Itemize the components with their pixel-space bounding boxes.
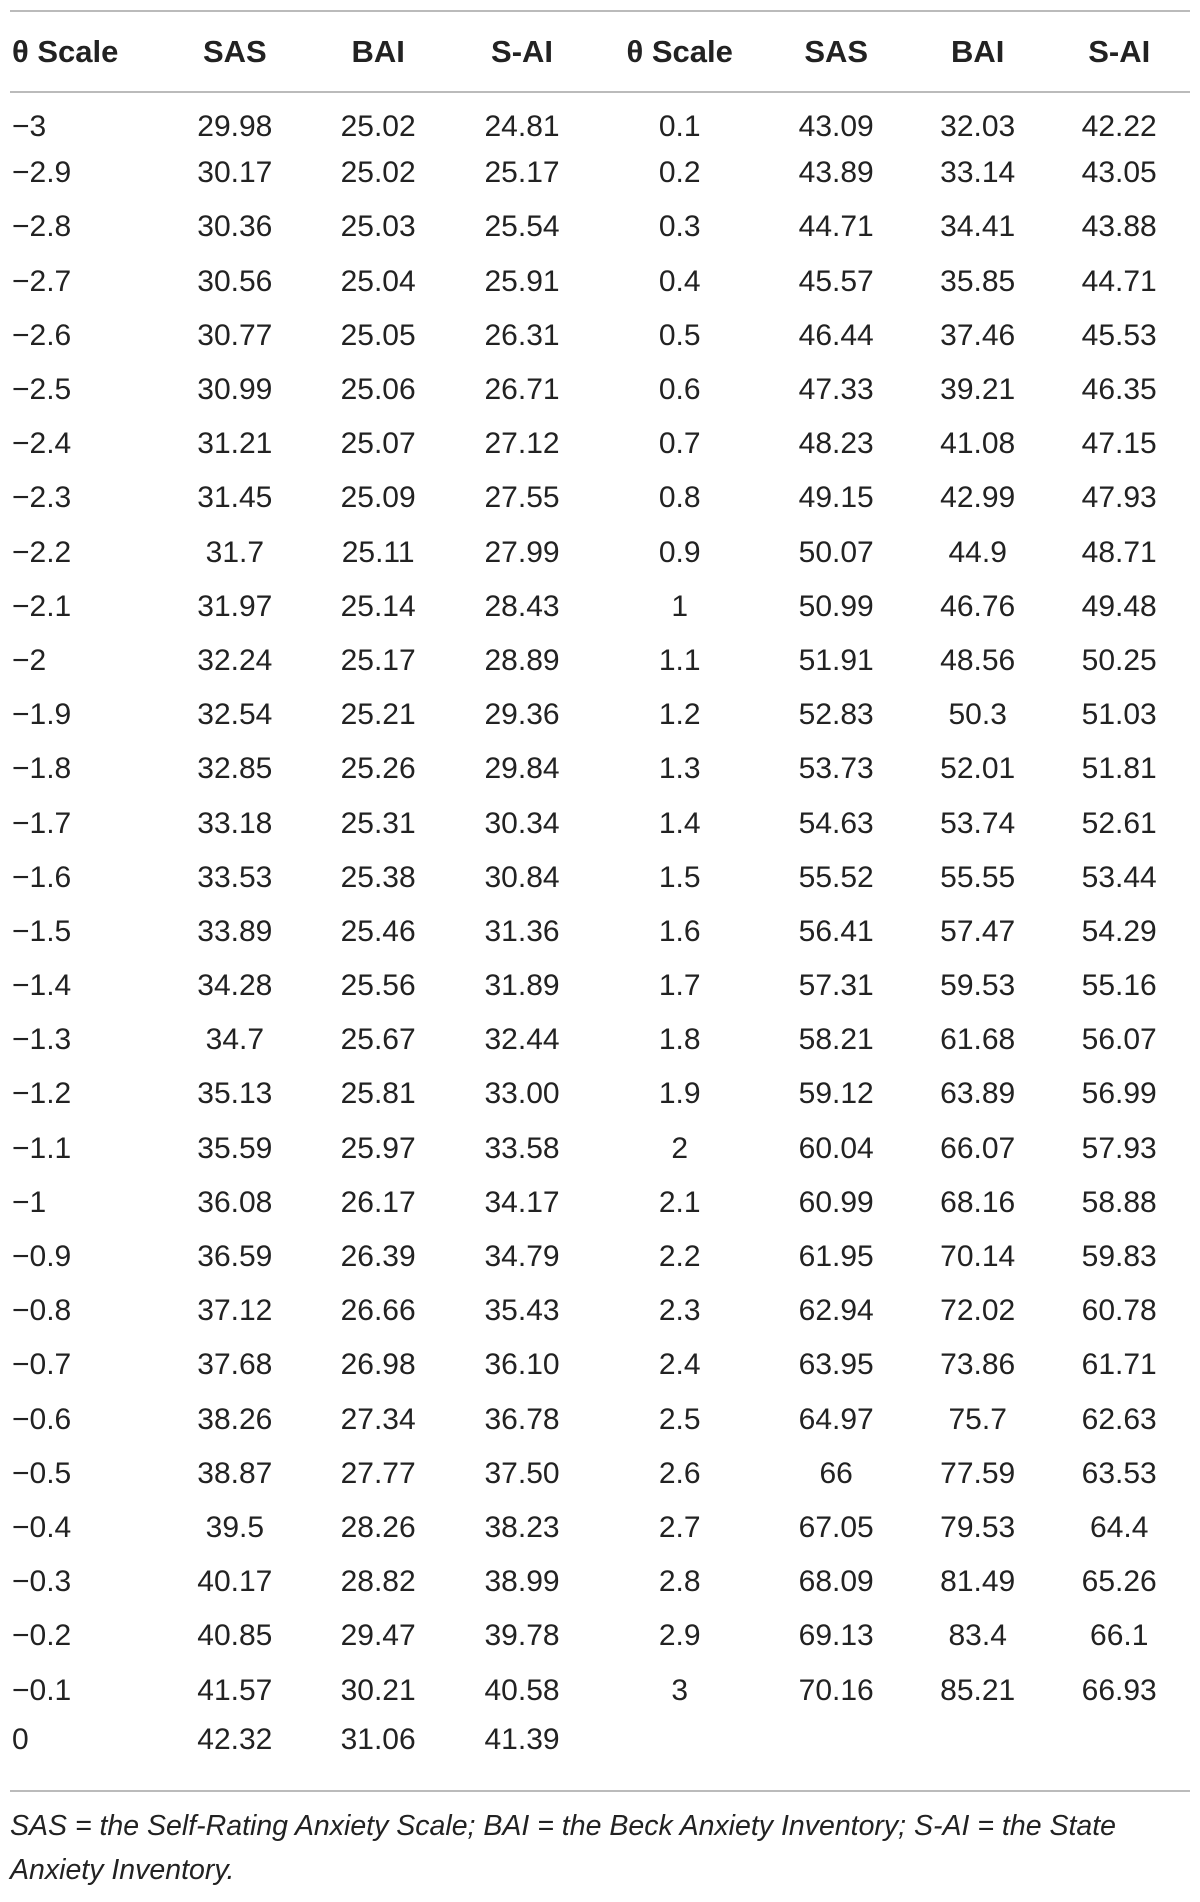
table-cell: 63.89 [940, 1077, 1016, 1111]
table-cell: 31.97 [197, 589, 273, 623]
table-cell: 43.89 [798, 156, 874, 190]
table-cell [1048, 1718, 1190, 1772]
table-cell: 25.26 [340, 752, 416, 786]
table-cell: 25.11 [341, 535, 415, 569]
table-row [10, 1122, 1190, 1176]
table-cell: 46.44 [798, 318, 874, 352]
table-row [10, 959, 1190, 1013]
table-cell: 30.77 [197, 318, 273, 352]
table-cell: 47.93 [1081, 481, 1157, 515]
table-cell: −2.1 [12, 589, 72, 623]
table-cell: 25.14 [340, 589, 416, 623]
table-cell: 56.99 [1081, 1077, 1157, 1111]
table-cell: −1.9 [12, 698, 72, 732]
table-cell: 59.83 [1081, 1240, 1157, 1274]
table-cell: 34.17 [484, 1185, 560, 1219]
table-cell: 29.98 [197, 109, 273, 143]
table-cell: 46.35 [1081, 373, 1157, 407]
table-cell: 56.41 [798, 914, 874, 948]
table-cell: 53.44 [1081, 860, 1157, 894]
table-cell: 27.77 [340, 1456, 416, 1490]
table-row [10, 1609, 1190, 1663]
table-cell: 66.07 [940, 1131, 1016, 1165]
table-cell: 37.46 [940, 318, 1016, 352]
table-cell: 77.59 [940, 1456, 1016, 1490]
table-cell: 25.07 [340, 427, 416, 461]
table-cell: 47.33 [798, 373, 874, 407]
table-cell: 28.82 [340, 1565, 416, 1599]
table-cell: −1.1 [12, 1131, 72, 1165]
table-cell: 55.16 [1081, 969, 1157, 1003]
table-cell: 2.9 [658, 1619, 701, 1653]
table-cell: 56.07 [1081, 1023, 1157, 1057]
table-cell: 0.9 [658, 535, 701, 569]
table-cell: 31.36 [484, 914, 560, 948]
table-cell: 33.00 [484, 1077, 560, 1111]
table-cell [765, 1718, 907, 1772]
table-cell: 0.2 [658, 156, 701, 190]
table-cell: 25.09 [340, 481, 416, 515]
table-cell: 25.17 [340, 643, 416, 677]
table-cell: 30.56 [197, 264, 273, 298]
table-cell: 67.05 [798, 1510, 874, 1544]
table-cell: −2.4 [12, 427, 72, 461]
table-cell: 0.4 [658, 264, 701, 298]
column-header: θ Scale [594, 11, 765, 92]
table-row [10, 1663, 1190, 1717]
table-cell: 25.54 [484, 210, 560, 244]
table-cell: 44.9 [948, 535, 1007, 569]
table-cell: 1.4 [658, 806, 701, 840]
table-cell: 28.26 [340, 1510, 416, 1544]
table-cell: 38.99 [484, 1565, 560, 1599]
table-cell [594, 1718, 765, 1772]
table-cell: 64.4 [1090, 1510, 1149, 1544]
table-cell: 40.17 [197, 1565, 273, 1599]
table-cell: 39.78 [484, 1619, 560, 1653]
table-row [10, 1501, 1190, 1555]
column-header: BAI [306, 11, 450, 92]
table-cell: 2.5 [658, 1402, 701, 1436]
table-cell: 42.22 [1081, 109, 1157, 143]
table-cell: 52.01 [940, 752, 1016, 786]
table-cell: −2.5 [12, 373, 72, 407]
table-cell: 42.99 [940, 481, 1016, 515]
table-cell: −1.6 [12, 860, 72, 894]
table-row [10, 851, 1190, 905]
table-row [10, 146, 1190, 200]
table-cell: 65.26 [1081, 1565, 1157, 1599]
table-cell: 25.31 [340, 806, 416, 840]
table-cell: 30.99 [197, 373, 273, 407]
table-cell: 41.57 [197, 1673, 273, 1707]
table-cell: 46.76 [940, 589, 1016, 623]
table-row [10, 255, 1190, 309]
table-cell: 31.21 [197, 427, 273, 461]
table-cell: 54.29 [1081, 914, 1157, 948]
table-cell: −0.7 [12, 1348, 72, 1382]
table-cell: 25.21 [340, 698, 416, 732]
table-cell: 61.95 [798, 1240, 874, 1274]
table-cell: 25.38 [340, 860, 416, 894]
table-row [10, 905, 1190, 959]
table-cell: 57.93 [1081, 1131, 1157, 1165]
table-cell: 33.14 [940, 156, 1016, 190]
table-cell: 25.02 [340, 109, 416, 143]
table-cell: 0.1 [658, 109, 701, 143]
table-cell: 1 [671, 589, 689, 623]
table-cell: 55.55 [940, 860, 1016, 894]
table-cell: 25.67 [340, 1023, 416, 1057]
table-cell: 81.49 [940, 1565, 1016, 1599]
table-cell: 70.16 [798, 1673, 874, 1707]
table-row [10, 1067, 1190, 1121]
table-cell: 40.85 [197, 1619, 273, 1653]
table-cell: 70.14 [940, 1240, 1016, 1274]
table-cell: 36.59 [197, 1240, 273, 1274]
table-cell: 25.81 [340, 1077, 416, 1111]
table-cell: 3 [671, 1673, 689, 1707]
table-cell: 52.61 [1081, 806, 1157, 840]
table-cell: 37.12 [197, 1294, 273, 1328]
table-cell: 35.13 [197, 1077, 273, 1111]
table-cell: 1.6 [658, 914, 701, 948]
table-row [10, 1718, 1190, 1772]
table-cell: 53.74 [940, 806, 1016, 840]
table-cell: −1.4 [12, 969, 72, 1003]
table-cell: 66 [819, 1456, 853, 1490]
column-header: θ Scale [10, 11, 163, 92]
table-cell: 62.63 [1081, 1402, 1157, 1436]
table-cell: 1.1 [658, 643, 701, 677]
table-cell: 32.03 [940, 109, 1016, 143]
table-cell: 1.5 [658, 860, 701, 894]
table-cell: 57.31 [798, 969, 874, 1003]
table-row [10, 526, 1190, 580]
table-cell: 60.99 [798, 1185, 874, 1219]
table-row [10, 471, 1190, 525]
table-cell: 39.5 [205, 1510, 265, 1544]
column-header: S-AI [1048, 11, 1190, 92]
table-cell: −0.3 [12, 1565, 72, 1599]
table-footnote: SAS = the Self-Rating Anxiety Scale; BAI = the Beck Anxiety Inventory; S-AI = the State Anxiety Inventory. [10, 1790, 1190, 1892]
table-cell: 62.94 [798, 1294, 874, 1328]
table-cell: 39.21 [940, 373, 1016, 407]
table-cell: 36.08 [197, 1185, 273, 1219]
table-cell: −2.8 [12, 210, 72, 244]
table-row [10, 1447, 1190, 1501]
table-cell: 69.13 [798, 1619, 874, 1653]
table-cell: 27.99 [484, 535, 560, 569]
table-cell: 30.84 [484, 860, 560, 894]
table-cell: 28.43 [484, 589, 560, 623]
table-cell: 75.7 [948, 1402, 1007, 1436]
table-cell: −2.6 [12, 318, 72, 352]
table-cell: 35.43 [484, 1294, 560, 1328]
table-cell: 33.53 [197, 860, 273, 894]
table-cell: 33.18 [197, 806, 273, 840]
table-row [10, 1555, 1190, 1609]
column-header: S-AI [450, 11, 594, 92]
table-cell: −1.2 [12, 1077, 72, 1111]
table-cell: 25.06 [340, 373, 416, 407]
table-cell: 25.46 [340, 914, 416, 948]
table-cell: 29.47 [340, 1619, 416, 1653]
table-row [10, 200, 1190, 254]
table-cell: −0.1 [12, 1673, 72, 1707]
table-cell: 43.88 [1081, 210, 1157, 244]
table-cell: 50.07 [798, 535, 874, 569]
table-cell: 53.73 [798, 752, 874, 786]
table-cell: 26.39 [340, 1240, 416, 1274]
table-cell: 24.81 [484, 109, 560, 143]
table-cell: 42.32 [197, 1722, 273, 1756]
table-cell: 60.78 [1081, 1294, 1157, 1328]
table-cell: 79.53 [940, 1510, 1016, 1544]
table-cell: 25.04 [340, 264, 416, 298]
table-row [10, 688, 1190, 742]
table-cell: −1.7 [12, 806, 72, 840]
table-cell: 32.54 [197, 698, 273, 732]
table-cell: −1.8 [12, 752, 72, 786]
table-cell: 2.8 [658, 1565, 701, 1599]
table-row [10, 580, 1190, 634]
table-cell: 26.66 [340, 1294, 416, 1328]
table-cell: 26.98 [340, 1348, 416, 1382]
table-cell: 1.3 [658, 752, 701, 786]
table-cell: 31.45 [197, 481, 273, 515]
table-cell: 34.41 [940, 210, 1016, 244]
table-cell: 2 [671, 1131, 689, 1165]
table-cell: 48.56 [940, 643, 1016, 677]
table-cell: 36.10 [484, 1348, 560, 1382]
table-cell: 68.16 [940, 1185, 1016, 1219]
table-cell: 37.68 [197, 1348, 273, 1382]
table-cell: −1.3 [12, 1023, 72, 1057]
table-cell: 47.15 [1081, 427, 1157, 461]
table-cell: −2 [12, 643, 47, 677]
table-cell: 35.59 [197, 1131, 273, 1165]
table-cell: 25.17 [484, 156, 560, 190]
table-cell: 34.28 [197, 969, 273, 1003]
table-cell: 35.85 [940, 264, 1016, 298]
table-cell: 37.50 [484, 1456, 560, 1490]
table-cell: 25.91 [484, 264, 560, 298]
table-cell: −1 [12, 1185, 47, 1219]
table-cell: 0.6 [658, 373, 701, 407]
table-row [10, 1284, 1190, 1338]
table-cell: 43.05 [1081, 156, 1157, 190]
table-cell: −0.5 [12, 1456, 72, 1490]
table-row [10, 1230, 1190, 1284]
table-cell: 48.23 [798, 427, 874, 461]
table-cell: 43.09 [798, 109, 874, 143]
table-cell: 0.7 [658, 427, 701, 461]
table-row [10, 1176, 1190, 1230]
table-cell: 61.68 [940, 1023, 1016, 1057]
table-cell: 48.71 [1081, 535, 1157, 569]
table-cell: 2.2 [658, 1240, 701, 1274]
table-cell: 45.53 [1081, 318, 1157, 352]
table-cell: 31.7 [205, 535, 265, 569]
table-cell: −0.4 [12, 1510, 72, 1544]
column-header: SAS [765, 11, 907, 92]
table-cell: 63.53 [1081, 1456, 1157, 1490]
table-row [10, 1013, 1190, 1067]
table-row [10, 363, 1190, 417]
table-cell: 68.09 [798, 1565, 874, 1599]
table-cell: 0 [12, 1722, 29, 1756]
table-cell: 50.99 [798, 589, 874, 623]
table-cell: 59.12 [798, 1077, 874, 1111]
table-cell: 1.9 [658, 1077, 701, 1111]
table-cell: 2.3 [658, 1294, 701, 1328]
table-cell: 27.55 [484, 481, 560, 515]
table-cell: 2.1 [658, 1185, 701, 1219]
table-cell: −1.5 [12, 914, 72, 948]
table-row [10, 742, 1190, 796]
table-cell: −0.8 [12, 1294, 72, 1328]
table-row [10, 634, 1190, 688]
table-cell: 66.1 [1090, 1619, 1149, 1653]
table-cell: 66.93 [1081, 1673, 1157, 1707]
table-cell: 51.91 [798, 643, 874, 677]
table-cell: 38.26 [197, 1402, 273, 1436]
score-crosswalk-table [10, 10, 1190, 1772]
table-cell: 38.87 [197, 1456, 273, 1490]
table-body [10, 92, 1190, 1772]
table-cell: 55.52 [798, 860, 874, 894]
table-cell: 64.97 [798, 1402, 874, 1436]
table-cell: 57.47 [940, 914, 1016, 948]
table-cell: 50.3 [948, 698, 1007, 732]
table-cell: −2.9 [12, 156, 72, 190]
table-row [10, 92, 1190, 146]
table-cell: 32.24 [197, 643, 273, 677]
table-cell: 30.21 [340, 1673, 416, 1707]
table-cell: 2.7 [658, 1510, 701, 1544]
table-row [10, 309, 1190, 363]
table-cell: 50.25 [1081, 643, 1157, 677]
table-cell: 2.4 [658, 1348, 701, 1382]
table-cell: 52.83 [798, 698, 874, 732]
table-cell: 25.56 [340, 969, 416, 1003]
table-cell: 29.84 [484, 752, 560, 786]
table-cell: 38.23 [484, 1510, 560, 1544]
table-cell: 27.12 [484, 427, 560, 461]
table-cell: 34.7 [205, 1023, 265, 1057]
table-cell: 34.79 [484, 1240, 560, 1274]
table-cell: 83.4 [948, 1619, 1007, 1653]
table-cell: 0.5 [658, 318, 701, 352]
table-cell: 1.7 [658, 969, 701, 1003]
table-cell: 1.8 [658, 1023, 701, 1057]
table-cell: −2.7 [12, 264, 72, 298]
table-cell: 85.21 [940, 1673, 1016, 1707]
table-cell: 2.6 [658, 1456, 701, 1490]
table-cell: 40.58 [484, 1673, 560, 1707]
table-cell: 54.63 [798, 806, 874, 840]
table-cell: 33.89 [197, 914, 273, 948]
table-cell: 25.02 [340, 156, 416, 190]
table-cell: 30.34 [484, 806, 560, 840]
table-cell: 30.17 [197, 156, 273, 190]
table-cell: 0.3 [658, 210, 701, 244]
table-cell: 58.88 [1081, 1185, 1157, 1219]
table-cell: 27.34 [340, 1402, 416, 1436]
table-row [10, 1338, 1190, 1392]
table-header-row [10, 11, 1190, 92]
table-cell: 61.71 [1081, 1348, 1157, 1382]
table-cell: 25.05 [340, 318, 416, 352]
column-header: SAS [163, 11, 306, 92]
table-cell: 60.04 [798, 1131, 874, 1165]
table-cell: 29.36 [484, 698, 560, 732]
table-cell: 44.71 [798, 210, 874, 244]
table-cell: 49.48 [1081, 589, 1157, 623]
table-cell: 59.53 [940, 969, 1016, 1003]
table-cell: 51.81 [1081, 752, 1157, 786]
table-cell: −3 [12, 109, 47, 143]
table-cell: −0.6 [12, 1402, 72, 1436]
table-cell [907, 1718, 1049, 1772]
table-cell: −0.2 [12, 1619, 72, 1653]
column-header: BAI [907, 11, 1049, 92]
table-cell: 41.39 [484, 1722, 560, 1756]
table-cell: 0.8 [658, 481, 701, 515]
table-row [10, 417, 1190, 471]
table-cell: 26.71 [484, 373, 560, 407]
table-cell: 51.03 [1081, 698, 1157, 732]
table-cell: −0.9 [12, 1240, 72, 1274]
table-cell: 26.17 [340, 1185, 416, 1219]
table-cell: 31.89 [484, 969, 560, 1003]
table-cell: 25.03 [340, 210, 416, 244]
table-cell: −2.2 [12, 535, 72, 569]
table-cell: 25.97 [340, 1131, 416, 1165]
table-cell: 73.86 [940, 1348, 1016, 1382]
table-cell: 36.78 [484, 1402, 560, 1436]
table-cell: 1.2 [658, 698, 701, 732]
table-cell: 58.21 [798, 1023, 874, 1057]
table-cell: 41.08 [940, 427, 1016, 461]
table-cell: 28.89 [484, 643, 560, 677]
table-cell: 33.58 [484, 1131, 560, 1165]
table-cell: −2.3 [12, 481, 72, 515]
table-cell: 30.36 [197, 210, 273, 244]
table-cell: 45.57 [798, 264, 874, 298]
table-row [10, 796, 1190, 850]
table-row [10, 1393, 1190, 1447]
table-cell: 72.02 [940, 1294, 1016, 1328]
table-cell: 49.15 [798, 481, 874, 515]
table-cell: 44.71 [1081, 264, 1157, 298]
table-cell: 26.31 [484, 318, 560, 352]
table-cell: 63.95 [798, 1348, 874, 1382]
table-cell: 32.44 [484, 1023, 560, 1057]
table-cell: 32.85 [197, 752, 273, 786]
table-cell: 31.06 [340, 1722, 416, 1756]
